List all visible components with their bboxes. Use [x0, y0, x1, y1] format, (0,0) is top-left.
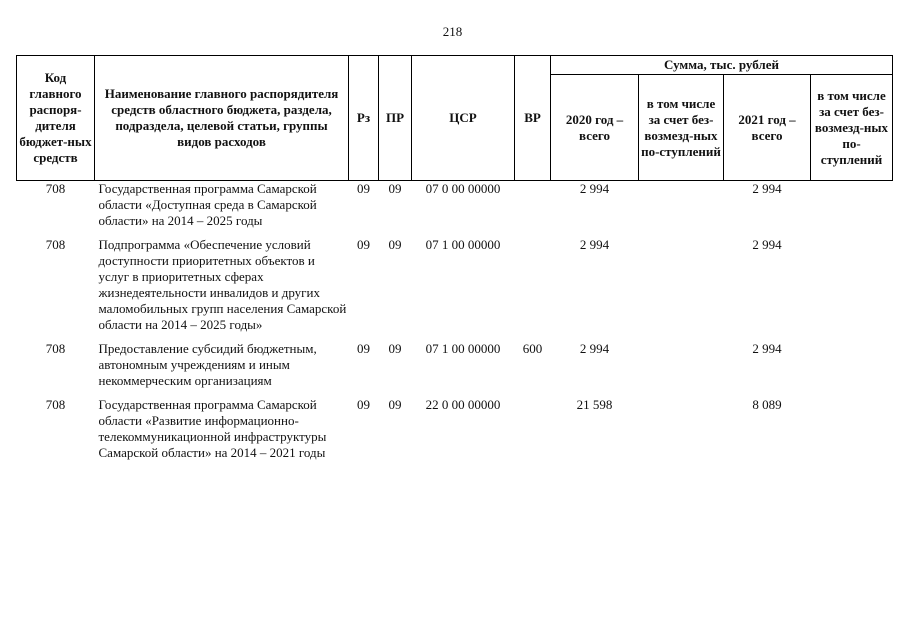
cell-2021-total: 2 994: [752, 181, 782, 196]
cell-2020-total: 2 994: [579, 341, 610, 356]
cell-pr: 09: [388, 341, 402, 356]
page-number: 218: [442, 24, 463, 39]
table-row: [17, 181, 893, 238]
header-pr: ПР: [379, 56, 412, 181]
header-csr: ЦСР: [412, 56, 515, 181]
header-2021-total: 2021 год – всего: [724, 75, 811, 181]
table-row: [17, 397, 893, 469]
cell-pr: 09: [388, 181, 402, 196]
cell-2021-total: 2 994: [752, 341, 782, 356]
cell-rz: 09: [357, 181, 370, 196]
header-code: Код главного распоря-дителя бюджет-ных средств: [17, 56, 95, 181]
cell-name: Государственная программа Самарской области «Доступная среда в Самарской области» на 2014 – 2025 годы: [98, 181, 317, 228]
cell-pr: 09: [388, 397, 402, 412]
table-row: [17, 341, 893, 397]
header-vr: ВР: [515, 56, 551, 181]
cell-csr: 07 1 00 00000: [425, 341, 501, 356]
header-2020-total: 2020 год – всего: [551, 75, 639, 181]
cell-name: Государственная программа Самарской области «Развитие информационно-телекоммуникационной инфраструктуры Самарской области» на 2014 – 2021 годы: [98, 397, 327, 460]
cell-rz: 09: [357, 397, 370, 412]
cell-csr: 22 0 00 00000: [425, 397, 501, 412]
cell-2020-total: 2 994: [579, 237, 610, 252]
header-rz: Рз: [349, 56, 379, 181]
cell-vr: [515, 397, 551, 469]
cell-2020-free: [639, 237, 724, 341]
cell-csr: 07 0 00 00000: [425, 181, 501, 196]
cell-rz: 09: [357, 237, 370, 252]
cell-code: 708: [45, 237, 66, 252]
cell-2021-total: 2 994: [752, 237, 782, 252]
cell-2021-free: [811, 341, 893, 397]
cell-2021-free: [811, 397, 893, 469]
cell-vr: 600: [522, 341, 543, 356]
cell-2020-free: [639, 181, 724, 238]
cell-2020-total: 21 598: [576, 397, 613, 412]
cell-name: Предоставление субсидий бюджетным, автономным учреждениям и иным некоммерческим организациям: [98, 341, 317, 388]
cell-2020-total: 2 994: [579, 181, 610, 196]
cell-vr: [515, 181, 551, 238]
cell-code: 708: [45, 181, 66, 196]
cell-pr: 09: [388, 237, 402, 252]
cell-vr: [515, 237, 551, 341]
cell-2020-free: [639, 397, 724, 469]
cell-name: Подпрограмма «Обеспечение условий доступности приоритетных объектов и услуг в приоритетных сферах жизнедеятельности инвалидов и других маломобильных групп населения Самарской области на 2014 – 2025 годы»: [98, 237, 347, 332]
cell-2021-total: 8 089: [752, 397, 782, 412]
cell-rz: 09: [357, 341, 370, 356]
cell-code: 708: [45, 397, 66, 412]
budget-table: [16, 55, 893, 469]
cell-code: 708: [45, 341, 66, 356]
cell-2021-free: [811, 237, 893, 341]
header-2020-free: в том числе за счет без-возмезд-ных по-ступлений: [639, 75, 724, 181]
header-sum: Сумма, тыс. рублей: [551, 56, 893, 75]
header-2021-free: в том числе за счет без-возмезд-ных по-ступлений: [811, 75, 893, 181]
cell-2021-free: [811, 181, 893, 238]
cell-csr: 07 1 00 00000: [425, 237, 501, 252]
cell-2020-free: [639, 341, 724, 397]
table-row: [17, 237, 893, 341]
header-name: Наименование главного распорядителя средств областного бюджета, раздела, подраздела, целевой статьи, группы видов расходов: [95, 56, 349, 181]
